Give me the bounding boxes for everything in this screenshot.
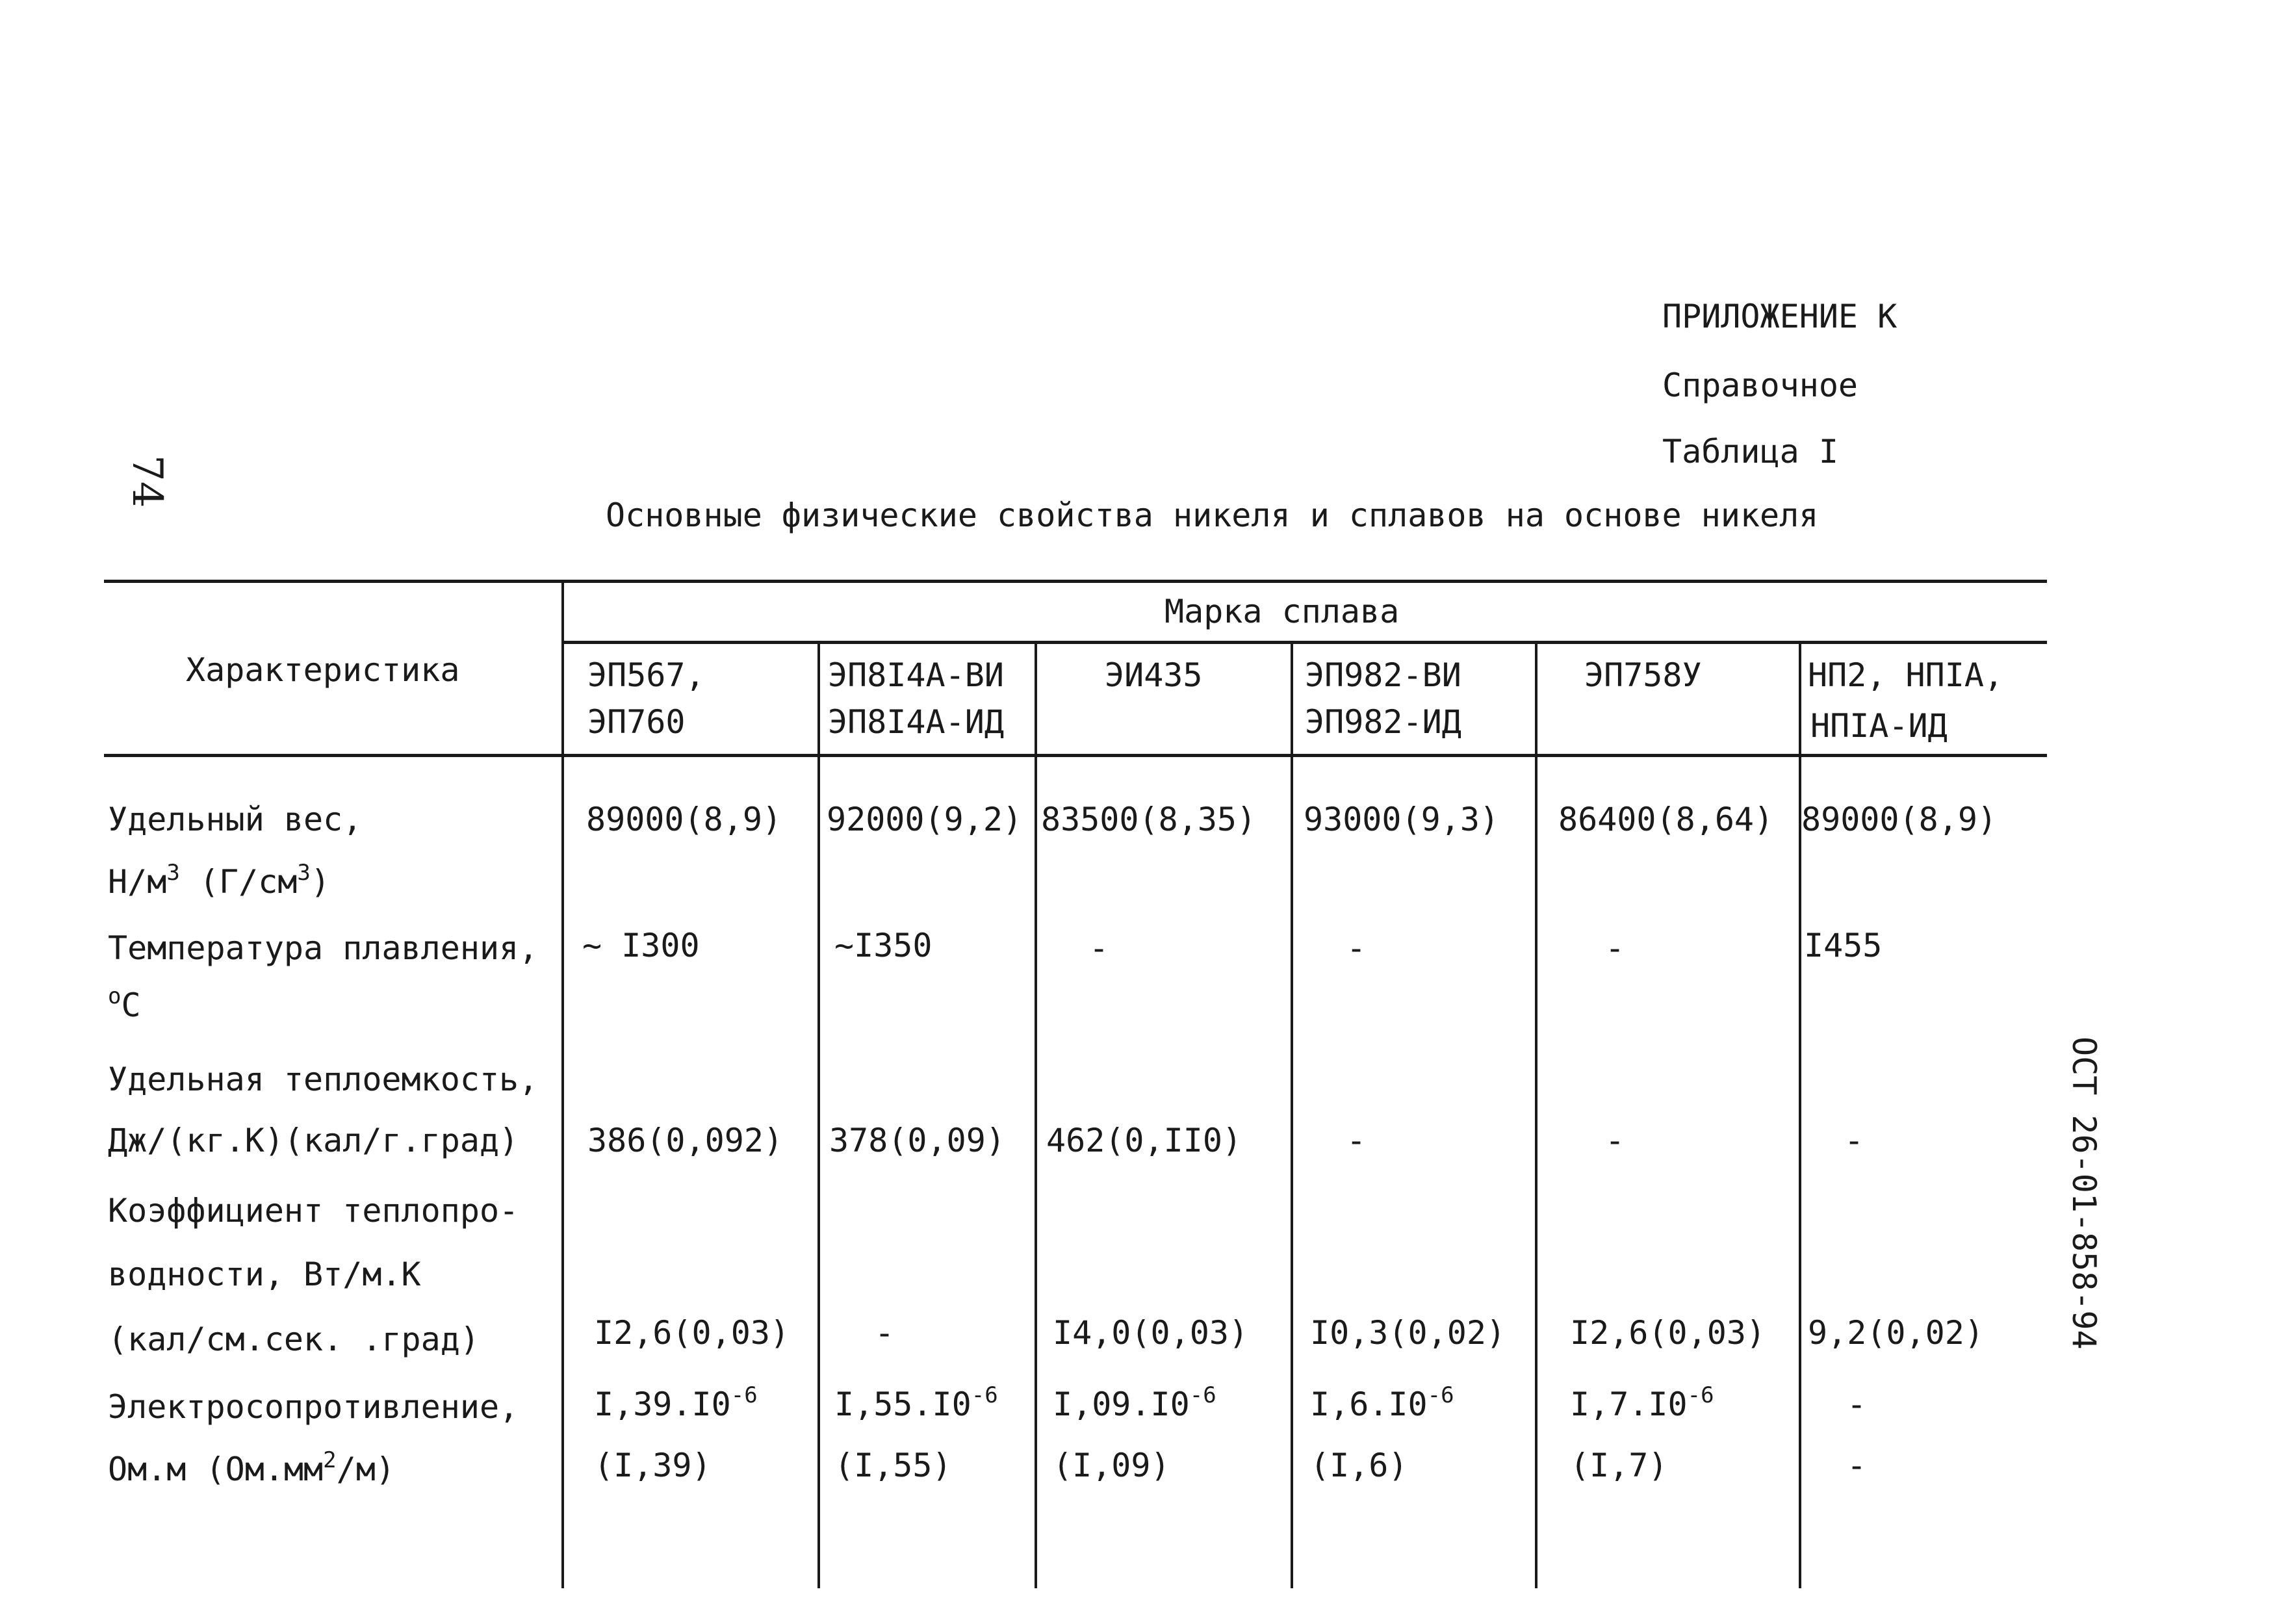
column-header-line: ЭП8I4А-ИД — [828, 703, 1004, 741]
header-bottom-rule — [104, 754, 2047, 757]
table-cell: - — [1346, 929, 1367, 967]
table-cell: $I,7.I0^{-6}$ — [1570, 1382, 1714, 1423]
table-cell: I2,6(0,03) — [1570, 1314, 1766, 1352]
row-label-conductivity: водности, Вт/м.К — [108, 1256, 421, 1293]
table-cell: I2,6(0,03) — [594, 1314, 790, 1352]
column-divider — [1799, 641, 1801, 1588]
table-cell: - — [1605, 1122, 1625, 1159]
table-cell: (I,09) — [1053, 1447, 1170, 1484]
table-top-rule — [104, 580, 2047, 583]
table-cell: ~I350 — [834, 927, 933, 964]
page-number: 74 — [123, 455, 171, 508]
table-cell: - — [1847, 1386, 1867, 1423]
table-cell: 386(0,092) — [587, 1122, 784, 1159]
table-cell: - — [1847, 1447, 1867, 1484]
table-cell: 9,2(0,02) — [1808, 1314, 1984, 1352]
row-label-melting: Температура плавления, — [108, 929, 539, 967]
table-cell: I455 — [1804, 927, 1883, 964]
row-label-heat-capacity: Удельная теплоемкость, — [108, 1061, 539, 1098]
table-cell: (I,7) — [1570, 1447, 1668, 1484]
row-label-conductivity: Коэффициент теплопро- — [108, 1192, 519, 1230]
table-cell: 83500(8,35) — [1041, 801, 1257, 838]
table-cell: $I,55.I0^{-6}$ — [834, 1382, 998, 1423]
column-header-line: НПIА-ИД — [1810, 707, 1948, 745]
row-label-melting-unit: $^о$С — [108, 983, 141, 1024]
table-cell: - — [1346, 1122, 1367, 1159]
table-cell: - — [1844, 1122, 1864, 1159]
table-title: Основные физические свойства никеля и сплавов на основе никеля — [606, 496, 1819, 534]
table-cell: $I,09.I0^{-6}$ — [1053, 1382, 1216, 1423]
row-label-conductivity-unit: (кал/см.сек. .град) — [108, 1321, 480, 1358]
table-cell: 92000(9,2) — [827, 801, 1023, 838]
column-header-line: ЭП758У — [1584, 656, 1702, 694]
appendix-title: ПРИЛОЖЕНИЕ К — [1662, 298, 1897, 335]
table-number: Таблица I — [1662, 433, 1838, 470]
column-divider — [1035, 641, 1037, 1588]
column-header-line: ЭП567, — [587, 656, 705, 694]
column-header-line: ЭП760 — [587, 703, 686, 741]
column-header-line: ЭИ435 — [1105, 656, 1203, 694]
row-label-resistivity: Электросопротивление, — [108, 1388, 519, 1426]
characteristic-header: Характеристика — [186, 651, 460, 689]
table-cell: 462(0,II0) — [1046, 1122, 1242, 1159]
table-cell: (I,55) — [834, 1447, 952, 1484]
table-cell: I4,0(0,03) — [1053, 1314, 1249, 1352]
table-cell: (I,6) — [1310, 1447, 1408, 1484]
column-header-line: НП2, НПIА, — [1808, 656, 2004, 694]
column-divider — [1291, 641, 1293, 1588]
table-cell: 86400(8,64) — [1558, 801, 1774, 838]
appendix-kind: Справочное — [1662, 367, 1859, 404]
row-label-resistivity-unit: Ом.м $(Ом.мм^2/м)$ — [108, 1447, 395, 1488]
row-label-density: Удельный вес, — [108, 801, 363, 838]
column-header-line: ЭП982-ИД — [1305, 703, 1461, 741]
column-header-line: ЭП982-ВИ — [1305, 656, 1461, 694]
row-label-density-unit: $Н/м^3$ $(Г/см^3)$ — [108, 860, 331, 901]
table-cell: $I,39.I0^{-6}$ — [594, 1382, 758, 1423]
table-cell: 89000(8,9) — [586, 801, 782, 838]
table-cell: 93000(9,3) — [1304, 801, 1500, 838]
table-cell: - — [875, 1314, 895, 1352]
table-cell: - — [1605, 929, 1625, 967]
group-header-rule — [561, 641, 2047, 644]
table-cell: ~ I300 — [582, 927, 700, 964]
column-divider — [817, 641, 820, 1588]
table-cell: 89000(8,9) — [1801, 801, 1998, 838]
table-cell: (I,39) — [594, 1447, 712, 1484]
column-header-line: ЭП8I4А-ВИ — [828, 656, 1004, 694]
alloy-group-header: Марка сплава — [1164, 593, 1400, 630]
column-divider — [561, 580, 564, 1588]
table-cell: I0,3(0,02) — [1310, 1314, 1506, 1352]
column-divider — [1535, 641, 1537, 1588]
document-code: ОСТ 26-01-858-94 — [2065, 1037, 2103, 1350]
row-label-heat-capacity-unit: Дж/(кг.К)(кал/г.град) — [108, 1122, 519, 1159]
table-cell: - — [1089, 929, 1109, 967]
table-cell: $I,6.I0^{-6}$ — [1310, 1382, 1454, 1423]
table-cell: 378(0,09) — [829, 1122, 1005, 1159]
